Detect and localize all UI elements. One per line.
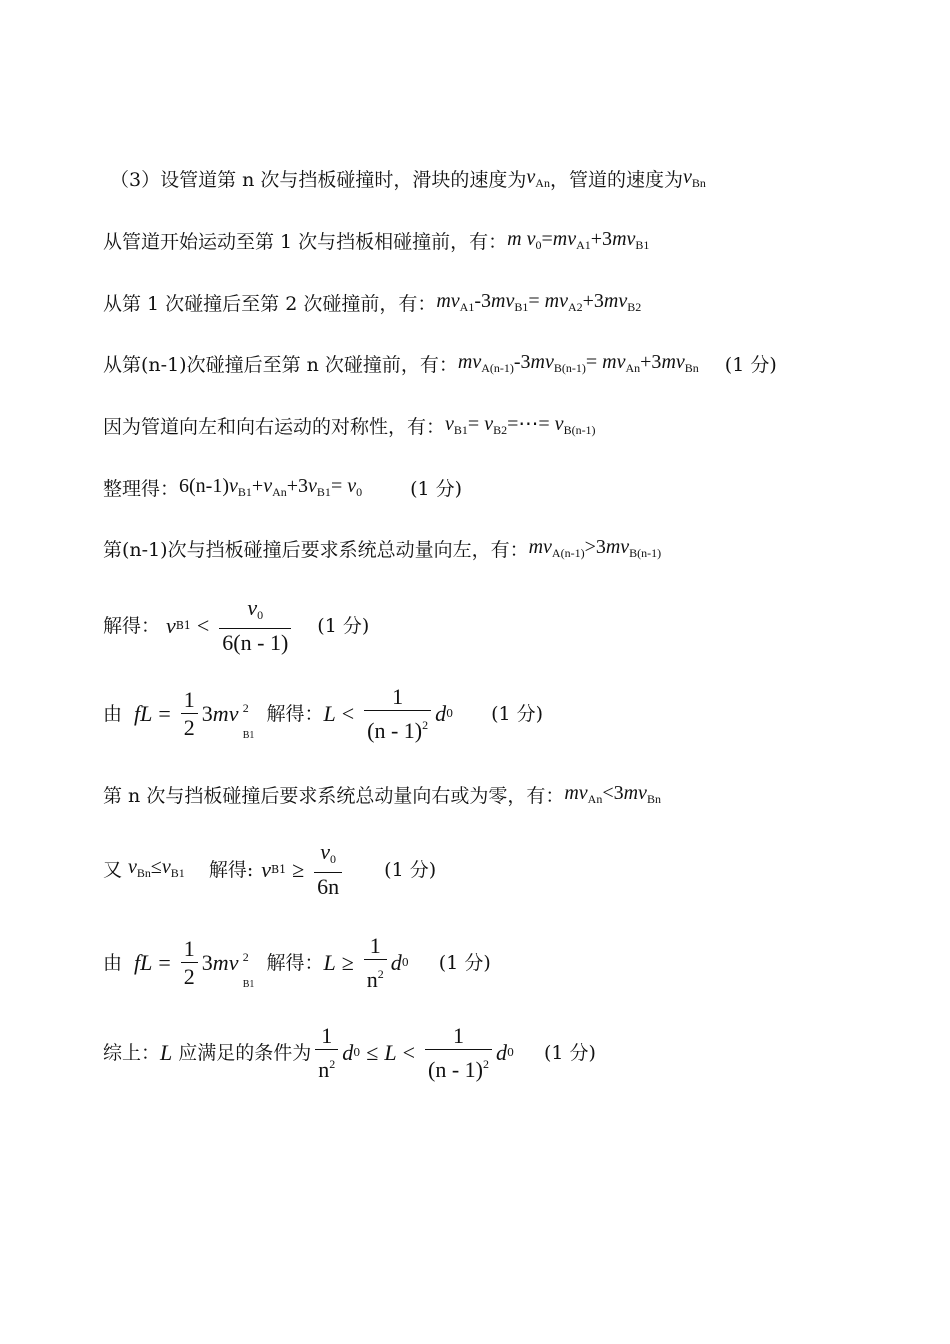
line-condition-left: 第(n-1)次与挡板碰撞后要求系统总动量向左，有： $mv_{A(n-1)}>3mv_{B(n-1)}$ <box>103 536 662 561</box>
line-momentum-n: 从第(n-1)次碰撞后至第 n 次碰撞前，有： $mv_{A(n-1)}-3mv_{B(n-1)}= mv_{An}+3mv_{Bn}$ (1 分) <box>103 351 777 376</box>
line-friction-lower: 由 fL = $\frac{1}{2}$ 3m v 2 B1 解得： L ≥ $\frac{1}{n^2}$ d 0 (1 分) <box>103 932 491 992</box>
line-solve-vb1-lower: 又 $v_{Bn}\le v_{B1}$ 解得: v B1 ≥ $\frac{v_0}{6n}$ (1 分) <box>103 839 437 899</box>
line-conclusion: 综上： L 应满足的条件为 $\frac{1}{n^2}$ d 0 ≤ L < $\frac{1}{(n - 1)^2}$ d 0 (1 分) <box>103 1022 596 1082</box>
line-solve-vb1-upper: 解得： v B1 < $\frac{v_0}{6(n - 1)}$ (1 分) <box>103 595 370 655</box>
line-momentum-1: 从管道开始运动至第 1 次与挡板相碰撞前，有： m $v_0=mv_{A1}+3mv_{B1}$ <box>103 228 650 253</box>
line-symmetry: 因为管道向左和向右运动的对称性，有： $v_{B1}=$ $v_{B2}=\cdots= v_{B(n-1)}$ <box>103 413 596 438</box>
score-label: (1 分) <box>317 615 370 637</box>
line-setup: （3）设管道第 n 次与挡板碰撞时，滑块的速度为 $v_{An}$ ，管道的速度为 $v_{Bn}$ <box>110 166 706 191</box>
fraction: $\frac{1}{(n - 1)^2}$ <box>425 1023 492 1084</box>
line-simplify: 整理得： $6(n-1)v_{B1}+v_{An}+3v_{B1}= v_0$ (1 分) <box>103 475 463 500</box>
score-label: (1 分) <box>438 952 491 974</box>
fraction: $\frac{1}{(n - 1)^2}$ <box>364 684 431 745</box>
fraction: $\frac{1}{n^2}$ <box>315 1023 338 1084</box>
score-label: (1 分) <box>724 354 777 376</box>
line-friction-upper: 由 fL = $\frac{1}{2}$ 3m v 2 B1 解得： L < $\frac{1}{(n - 1)^2}$ d 0 (1 分) <box>103 683 544 743</box>
score-label: (1 分) <box>384 859 437 881</box>
fraction: $\frac{1}{n^2}$ <box>364 933 387 994</box>
fraction: $\frac{1}{2}$ <box>181 687 198 742</box>
fraction: $\frac{v_0}{6(n - 1)}$ <box>219 595 291 657</box>
line-condition-right: 第 n 次与挡板碰撞后要求系统总动量向右或为零，有： $mv_{An}<3mv_{Bn}$ <box>103 782 661 807</box>
line-momentum-2: 从第 1 次碰撞后至第 2 次碰撞前，有： $mv_{A1}-3mv_{B1}= mv_{A2}+3mv_{B2}$ <box>103 290 642 315</box>
score-label: (1 分) <box>544 1042 596 1064</box>
fraction: $\frac{v_0}{6n}$ <box>314 839 342 901</box>
fraction: $\frac{1}{2}$ <box>181 936 198 991</box>
score-label: (1 分) <box>491 703 544 725</box>
score-label: (1 分) <box>410 478 463 500</box>
